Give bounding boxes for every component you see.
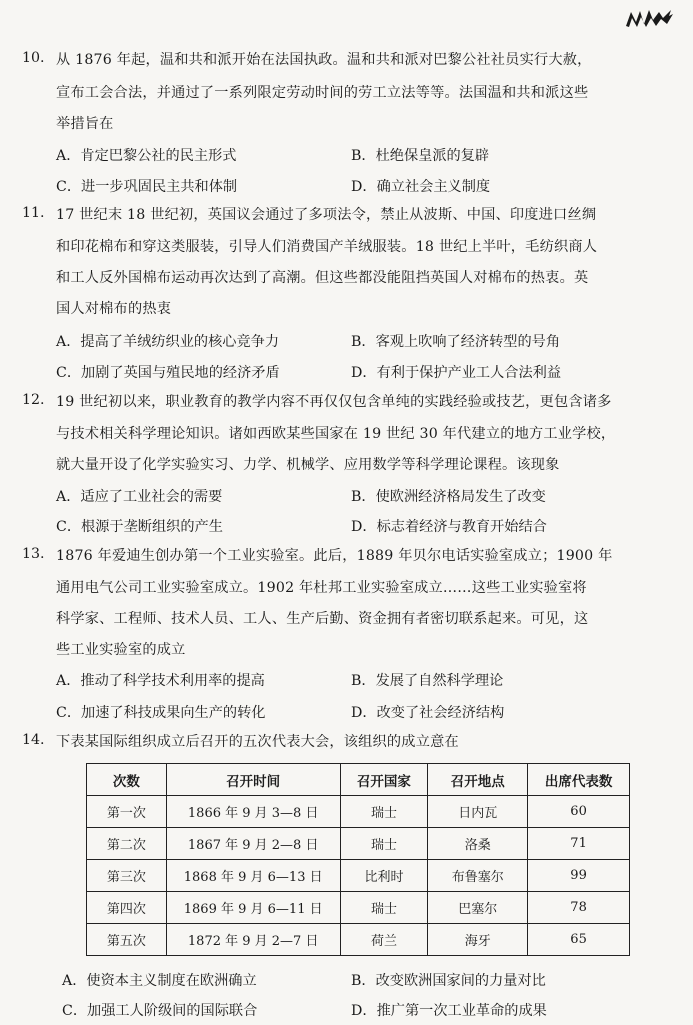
- question-stem-line: 些工业实验室的成立: [56, 642, 186, 658]
- table-cell: 第四次: [87, 892, 167, 924]
- option-c[interactable]: C．进一步巩固民主共和体制: [56, 179, 238, 195]
- question-stem-line: 宣布工会合法，并通过了一系列限定劳动时间的劳工立法等等。法国温和共和派这些: [56, 85, 589, 101]
- option-a[interactable]: A．使资本主义制度在欧洲确立: [62, 973, 257, 989]
- table-cell: 第五次: [87, 924, 167, 956]
- congress-table: [86, 763, 630, 956]
- table-cell: 巴塞尔: [428, 892, 528, 924]
- table-row: [87, 828, 630, 860]
- table-cell: 日内瓦: [428, 796, 528, 828]
- table-cell: 1869 年 9 月 6—11 日: [166, 892, 340, 924]
- option-c[interactable]: C．根源于垄断组织的产生: [56, 519, 223, 535]
- option-d[interactable]: D．有利于保护产业工人合法利益: [351, 365, 562, 381]
- table-header-cell: 召开国家: [340, 764, 428, 796]
- question-stem-line: 从 1876 年起，温和共和派开始在法国执政。温和共和派对巴黎公社社员实行大赦，: [56, 52, 592, 68]
- table-cell: 洛桑: [428, 828, 528, 860]
- option-d[interactable]: D．确立社会主义制度: [351, 179, 491, 195]
- table-cell: 1866 年 9 月 3—8 日: [166, 796, 340, 828]
- question-stem-line: 和工人反外国棉布运动再次达到了高潮。但这些都没能阻挡英国人对棉布的热衷。英: [56, 270, 589, 286]
- table-cell: 99: [528, 860, 630, 892]
- table-cell: 65: [528, 924, 630, 956]
- table-header-cell: 召开时间: [166, 764, 340, 796]
- table-cell: 60: [528, 796, 630, 828]
- table-cell: 71: [528, 828, 630, 860]
- option-c[interactable]: C．加剧了英国与殖民地的经济矛盾: [56, 365, 280, 381]
- table-cell: 瑞士: [340, 796, 428, 828]
- table-cell: 比利时: [340, 860, 428, 892]
- table-cell: 第三次: [87, 860, 167, 892]
- question-stem-line: 科学家、工程师、技术人员、工人、生产后勤、资金拥有者密切联系起来。可见，这: [56, 611, 589, 627]
- option-b[interactable]: B．改变欧洲国家间的力量对比: [351, 973, 546, 989]
- table-row: [87, 796, 630, 828]
- option-d[interactable]: D．标志着经济与教育开始结合: [351, 519, 547, 535]
- question-number: 14.: [22, 732, 45, 748]
- option-a[interactable]: A．提高了羊绒纺织业的核心竞争力: [56, 334, 280, 350]
- option-b[interactable]: B．使欧洲经济格局发生了改变: [351, 489, 546, 505]
- question-stem-line: 下表某国际组织成立后召开的五次代表大会，该组织的成立意在: [56, 734, 459, 750]
- question-stem-line: 与技术相关科学理论知识。诸如西欧某些国家在 19 世纪 30 年代建立的地方工业学校，: [56, 426, 616, 442]
- option-c[interactable]: C．加速了科技成果向生产的转化: [56, 705, 266, 721]
- table-header-row: [87, 764, 630, 796]
- table-cell: 荷兰: [340, 924, 428, 956]
- table-cell: 海牙: [428, 924, 528, 956]
- option-c[interactable]: C．加强工人阶级间的国际联合: [62, 1003, 258, 1019]
- option-d[interactable]: D．推广第一次工业革命的成果: [351, 1003, 547, 1019]
- table-cell: 1868 年 9 月 6—13 日: [166, 860, 340, 892]
- question-stem-line: 就大量开设了化学实验实习、力学、机械学、应用数学等科学理论课程。该现象: [56, 457, 560, 473]
- table-cell: 1872 年 9 月 2—7 日: [166, 924, 340, 956]
- option-d[interactable]: D．改变了社会经济结构: [351, 705, 505, 721]
- table-row: [87, 892, 630, 924]
- question-stem-line: 19 世纪初以来，职业教育的教学内容不再仅仅包含单纯的实践经验或技艺，更包含诸多: [56, 394, 612, 410]
- table-cell: 78: [528, 892, 630, 924]
- question-number: 12.: [22, 392, 45, 408]
- publisher-logo-icon: [623, 6, 675, 30]
- table-cell: 第二次: [87, 828, 167, 860]
- table-cell: 第一次: [87, 796, 167, 828]
- option-b[interactable]: B．杜绝保皇派的复辟: [351, 148, 490, 164]
- option-b[interactable]: B．客观上吹响了经济转型的号角: [351, 334, 561, 350]
- question-stem-line: 举措旨在: [56, 116, 114, 132]
- option-a[interactable]: A．肯定巴黎公社的民主形式: [56, 148, 237, 164]
- question-number: 11.: [22, 205, 45, 221]
- table-header-cell: 召开地点: [428, 764, 528, 796]
- table-header-cell: 次数: [87, 764, 167, 796]
- question-number: 13.: [22, 546, 45, 562]
- question-stem-line: 17 世纪末 18 世纪初，英国议会通过了多项法令，禁止从波斯、中国、印度进口丝绸: [56, 207, 597, 223]
- question-stem-line: 和印花棉布和穿这类服装，引导人们消费国产羊绒服装。18 世纪上半叶，毛纺织商人: [56, 239, 598, 255]
- option-b[interactable]: B．发展了自然科学理论: [351, 673, 504, 689]
- table-row: [87, 860, 630, 892]
- table-header-cell: 出席代表数: [528, 764, 630, 796]
- question-stem-line: 1876 年爱迪生创办第一个工业实验室。此后，1889 年贝尔电话实验室成立；1900 年: [56, 548, 613, 564]
- table-row: [87, 924, 630, 956]
- question-number: 10.: [22, 50, 45, 66]
- option-a[interactable]: A．推动了科学技术利用率的提高: [56, 673, 265, 689]
- table-cell: 瑞士: [340, 892, 428, 924]
- table-cell: 瑞士: [340, 828, 428, 860]
- question-stem-line: 国人对棉布的热衷: [56, 301, 172, 317]
- table-cell: 布鲁塞尔: [428, 860, 528, 892]
- question-stem-line: 通用电气公司工业实验室成立。1902 年杜邦工业实验室成立……这些工业实验室将: [56, 580, 587, 596]
- table-cell: 1867 年 9 月 2—8 日: [166, 828, 340, 860]
- option-a[interactable]: A．适应了工业社会的需要: [56, 489, 223, 505]
